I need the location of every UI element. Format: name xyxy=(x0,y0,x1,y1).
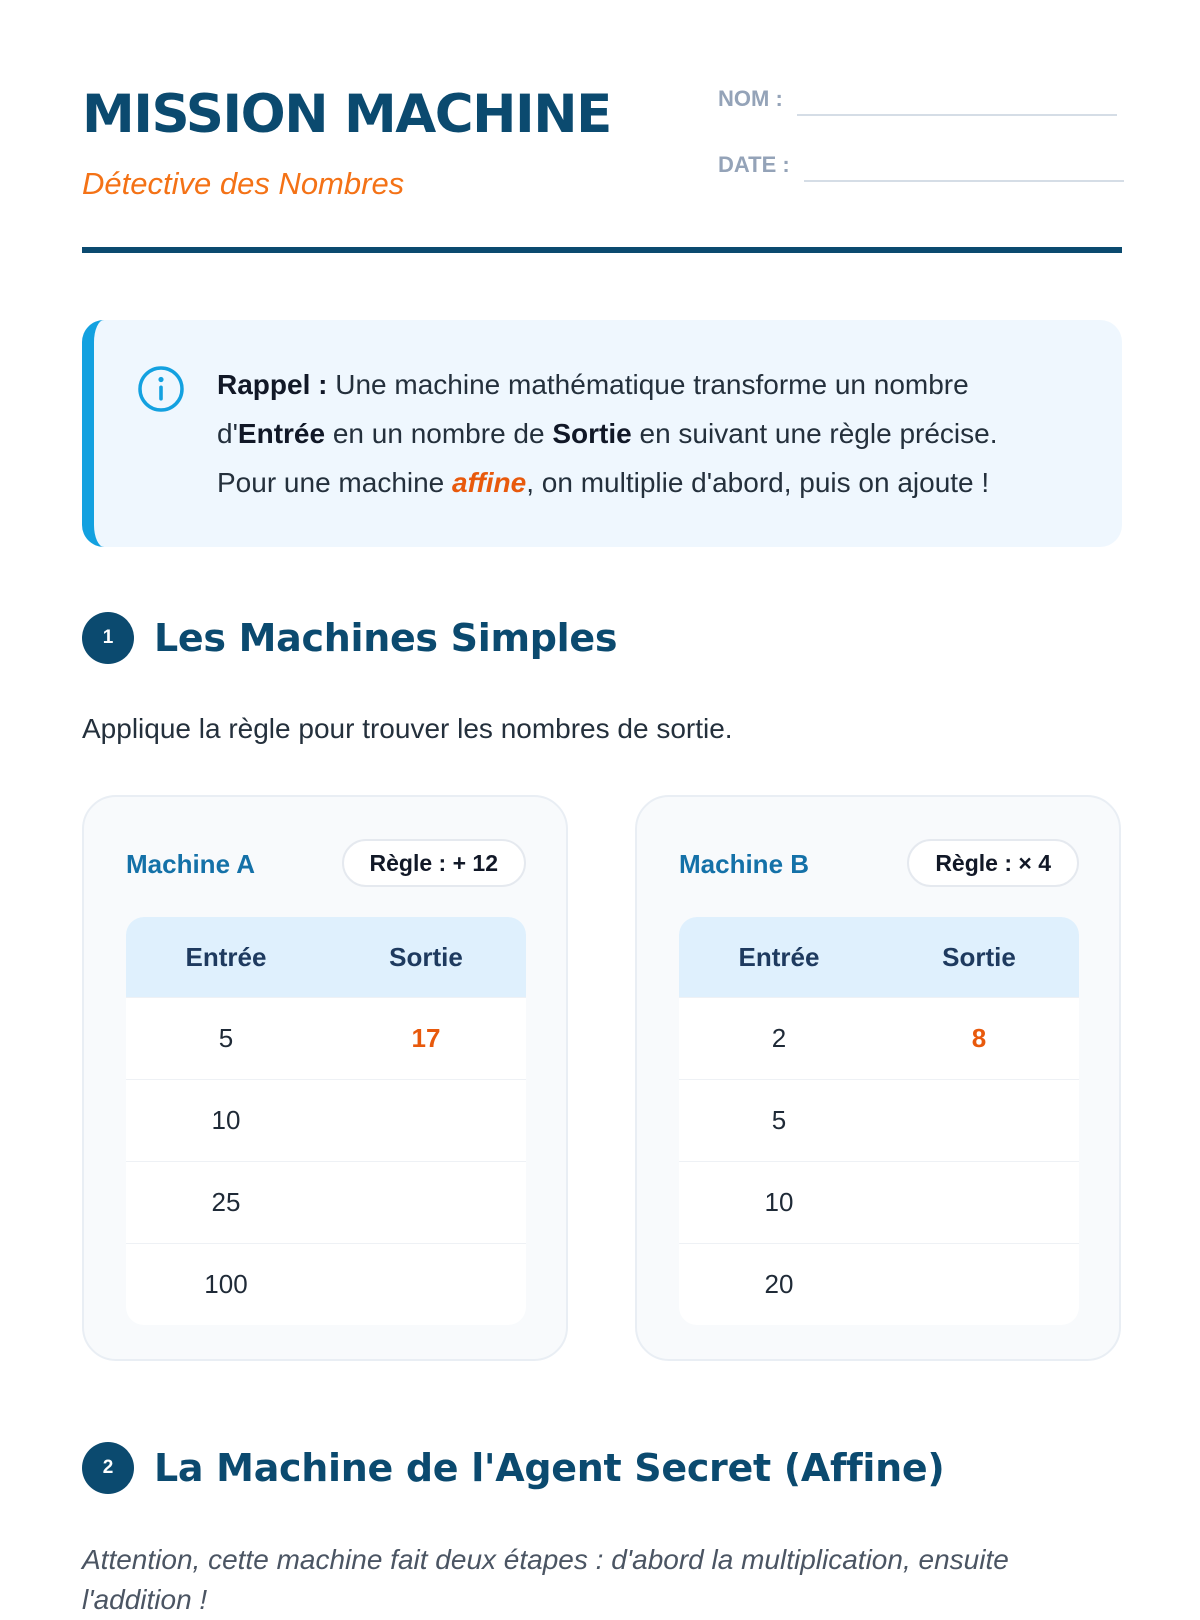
output-cell[interactable] xyxy=(879,1080,1079,1161)
table-row xyxy=(679,1079,1079,1161)
machine-b-rule: Règle : × 4 xyxy=(907,839,1079,887)
reminder-line-3-pre: Pour une machine xyxy=(217,467,453,498)
header-divider xyxy=(82,247,1122,253)
machine-b-table xyxy=(679,917,1079,1325)
reminder-label: Rappel : xyxy=(217,369,328,400)
entree-term: Entrée xyxy=(237,418,326,449)
section-2-instruction: Attention, cette machine fait deux étapes : d'abord la multiplication, ensuite l'addition ! xyxy=(82,1544,1009,1615)
column-header-sortie: Sortie xyxy=(389,941,463,972)
affine-term: affine xyxy=(452,467,527,498)
reminder-line-1: Une machine mathématique transforme un nombre xyxy=(327,369,969,400)
machine-a-card xyxy=(82,795,568,1361)
input-cell: 20 xyxy=(764,1269,794,1299)
section-1-instruction: Applique la règle pour trouver les nombres de sortie. xyxy=(82,713,733,744)
date-label: DATE : xyxy=(718,152,790,177)
info-circle-icon xyxy=(136,364,186,414)
page-subtitle: Détective des Nombres xyxy=(82,166,405,201)
input-cell: 2 xyxy=(771,1023,787,1053)
section-1-title: Les Machines Simples xyxy=(154,616,618,660)
table-row xyxy=(679,997,1079,1079)
reminder-line-3-post: , on multiplie d'abord, puis on ajoute ! xyxy=(526,467,990,498)
machine-b-card xyxy=(635,795,1121,1361)
table-row xyxy=(126,1243,526,1325)
output-cell: 17 xyxy=(411,1023,441,1053)
machine-a-rule: Règle : + 12 xyxy=(342,839,526,887)
input-cell: 5 xyxy=(771,1105,787,1135)
input-cell: 25 xyxy=(211,1187,241,1217)
column-header-entree: Entrée xyxy=(185,941,267,972)
worksheet-header xyxy=(82,0,1118,253)
name-line[interactable] xyxy=(797,114,1117,116)
machine-b-name: Machine B xyxy=(679,849,810,879)
output-cell[interactable] xyxy=(879,1244,1079,1325)
name-field[interactable] xyxy=(718,86,1117,112)
input-cell: 10 xyxy=(764,1187,794,1217)
machine-a-name: Machine A xyxy=(126,849,256,879)
input-cell: 100 xyxy=(204,1269,248,1299)
input-cell: 5 xyxy=(218,1023,234,1053)
reminder-line-2-pre: d' xyxy=(217,418,238,449)
output-cell[interactable] xyxy=(879,1162,1079,1243)
section-2-heading xyxy=(82,1442,944,1494)
reminder-line-2-mid: en un nombre de xyxy=(325,418,553,449)
date-line[interactable] xyxy=(804,180,1124,182)
date-field[interactable] xyxy=(718,152,1124,178)
table-row xyxy=(679,1243,1079,1325)
section-2-number: 2 xyxy=(82,1442,134,1494)
reminder-box xyxy=(82,320,1122,547)
reminder-line-2-post: en suivant une règle précise. xyxy=(631,418,998,449)
sortie-term: Sortie xyxy=(552,418,632,449)
name-label: NOM : xyxy=(718,86,783,111)
table-row xyxy=(126,997,526,1079)
reminder-text xyxy=(217,360,1097,507)
output-cell[interactable] xyxy=(326,1080,526,1161)
section-1-heading xyxy=(82,612,617,664)
output-cell[interactable] xyxy=(326,1244,526,1325)
machine-a-table xyxy=(126,917,526,1325)
section-1-number: 1 xyxy=(82,612,134,664)
page-title: MISSION MACHINE xyxy=(82,84,611,145)
table-header xyxy=(679,917,1079,997)
column-header-sortie: Sortie xyxy=(942,941,1016,972)
table-row xyxy=(126,1079,526,1161)
column-header-entree: Entrée xyxy=(738,941,820,972)
output-cell: 8 xyxy=(971,1023,987,1053)
input-cell: 10 xyxy=(211,1105,241,1135)
section-2-title: La Machine de l'Agent Secret (Affine) xyxy=(154,1446,945,1490)
output-cell[interactable] xyxy=(326,1162,526,1243)
table-row xyxy=(126,1161,526,1243)
table-row xyxy=(679,1161,1079,1243)
table-header xyxy=(126,917,526,997)
